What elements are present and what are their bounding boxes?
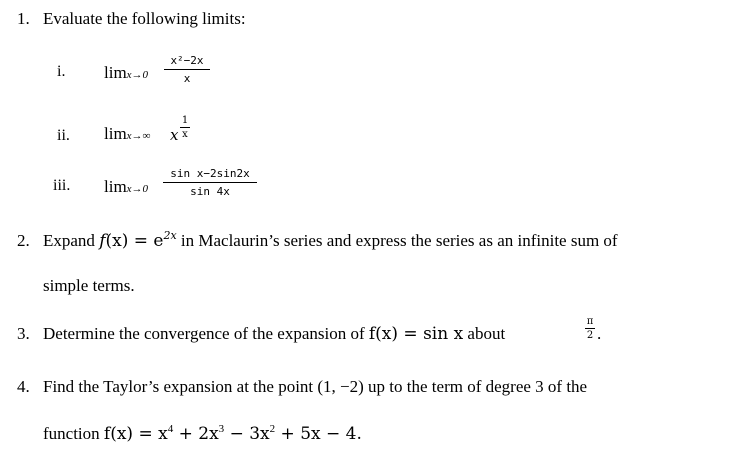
lim-text: lim <box>104 177 127 196</box>
lim-subscript: x→0 <box>126 183 149 195</box>
q2-line1 <box>43 229 618 251</box>
fraction-bar <box>163 182 257 183</box>
q1-iii-label: iii. <box>53 177 71 194</box>
q2-exponent: 2x <box>163 229 177 242</box>
lim-text: lim <box>104 124 127 143</box>
q4-p1: + 2x <box>173 424 219 444</box>
lim-text: lim <box>104 63 127 82</box>
q2-number: 2. <box>17 231 30 250</box>
q1-i-label: i. <box>57 63 66 80</box>
q1-i-limit <box>104 64 148 81</box>
lim-subscript: x→∞ <box>126 130 151 142</box>
q3-pre: Determine the convergence of the expansion of <box>43 324 369 343</box>
fraction-denominator: sin 4x <box>190 185 230 198</box>
q1-ii-limit <box>104 125 150 142</box>
exponent-denominator: x <box>182 129 188 140</box>
q1-iii-fraction <box>163 168 257 197</box>
q3-period: . <box>597 324 602 343</box>
q4-func: f(x) = x <box>103 424 168 444</box>
q3-fraction <box>585 316 595 341</box>
q4-p2: − 3x <box>224 424 270 444</box>
q4-number: 4. <box>17 377 30 396</box>
fraction-denominator: x <box>183 72 191 85</box>
q1-text: Evaluate the following limits: <box>43 9 246 28</box>
q2-post: in Maclaurin’s series and express the series as an infinite sum of <box>176 231 618 250</box>
q1-ii-exponent-fraction <box>180 115 190 140</box>
fraction-bar <box>164 69 210 70</box>
q4-exp2: 3 <box>218 423 225 435</box>
q4-pre: function <box>43 424 104 443</box>
q2-func: f <box>99 231 106 251</box>
q3-frac-bar <box>585 328 595 329</box>
q3-func: f(x) = sin x <box>368 324 464 344</box>
q2-pre: Expand <box>43 231 100 250</box>
q3-text <box>43 325 505 343</box>
q3-frac-num: π <box>586 316 594 327</box>
exponent-bar <box>180 127 190 128</box>
q4-exp1: 4 <box>167 423 174 435</box>
q3-mid: about <box>463 324 506 343</box>
q4-line2 <box>43 425 362 443</box>
q1-number: 1. <box>17 9 30 28</box>
q3-number: 3. <box>17 324 30 343</box>
q2-line2: simple terms. <box>43 276 135 295</box>
q4-exp3: 2 <box>269 423 276 435</box>
fraction-numerator: x²−2x <box>170 54 204 67</box>
q2-mid: (x) = e <box>105 231 164 251</box>
q1-i-fraction <box>164 55 210 84</box>
exponent-numerator: 1 <box>181 115 189 126</box>
fraction-numerator: sin x−2sin2x <box>170 167 250 180</box>
q4-line1: Find the Taylor’s expansion at the point (1, −2) up to the term of degree 3 of the <box>43 377 588 396</box>
q1-ii-label: ii. <box>57 127 70 144</box>
lim-subscript: x→0 <box>126 69 149 81</box>
q4-p3: + 5x − 4. <box>275 424 362 444</box>
q1-iii-limit <box>104 178 148 195</box>
q1-ii-base: x <box>170 126 179 144</box>
q3-frac-den: 2 <box>586 330 594 341</box>
